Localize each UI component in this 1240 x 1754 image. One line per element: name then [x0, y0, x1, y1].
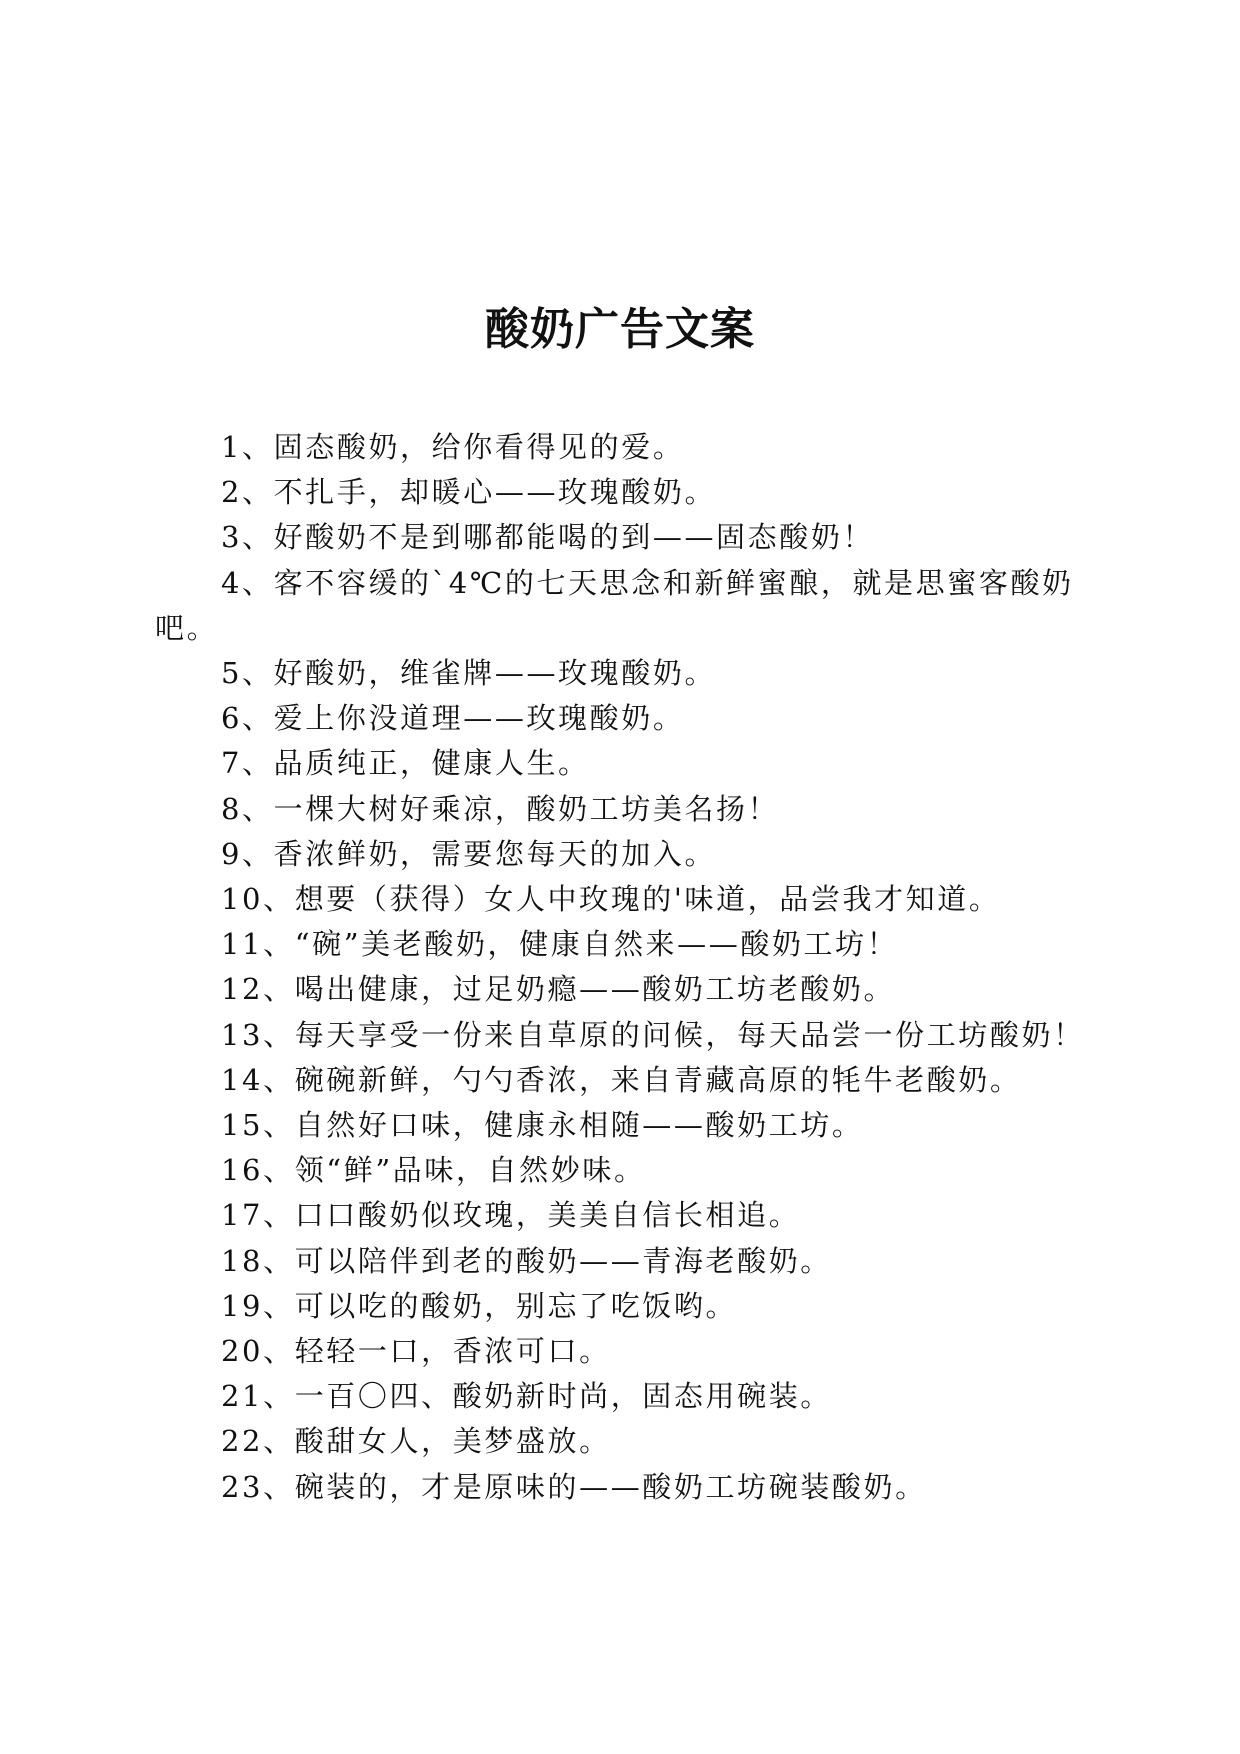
paragraph: 22、酸甜女人，美梦盛放。 — [221, 1424, 611, 1459]
paragraph: 7、品质纯正，健康人生。 — [221, 746, 590, 781]
paragraph: 3、好酸奶不是到哪都能喝的到——固态酸奶！ — [221, 520, 875, 555]
paragraph: 19、可以吃的酸奶，别忘了吃饭哟。 — [221, 1288, 738, 1323]
document-body — [155, 425, 1085, 1510]
paragraph: 9、香浓鲜奶，需要您每天的加入。 — [221, 836, 717, 871]
paragraph: 18、可以陪伴到老的酸奶——青海老酸奶。 — [221, 1243, 832, 1278]
paragraph: 20、轻轻一口，香浓可口。 — [221, 1334, 611, 1369]
paragraph: 4、客不容缓的`4℃的七天思念和新鲜蜜酿，就是思蜜客酸奶吧。 — [155, 565, 1074, 645]
paragraph: 15、自然好口味，健康永相随——酸奶工坊。 — [221, 1108, 864, 1143]
paragraph: 14、碗碗新鲜，勺勺香浓，来自青藏高原的牦牛老酸奶。 — [221, 1062, 1022, 1097]
paragraph: 6、爱上你没道理——玫瑰酸奶。 — [221, 701, 685, 736]
paragraph: 12、喝出健康，过足奶瘾——酸奶工坊老酸奶。 — [221, 972, 896, 1007]
paragraph: 13、每天享受一份来自草原的问候，每天品尝一份工坊酸奶！ — [221, 1017, 1085, 1052]
paragraph: 1、固态酸奶，给你看得见的爱。 — [221, 430, 685, 464]
paragraph: 23、碗装的，才是原味的——酸奶工坊碗装酸奶。 — [221, 1469, 927, 1504]
paragraph: 16、领“鲜”品味，自然妙味。 — [221, 1153, 646, 1188]
document-title: 酸奶广告文案 — [485, 304, 755, 355]
paragraph: 11、“碗”美老酸奶，健康自然来——酸奶工坊！ — [221, 927, 899, 962]
paragraph: 2、不扎手，却暖心——玫瑰酸奶。 — [221, 475, 717, 510]
paragraph: 10、想要（获得）女人中玫瑰的'味道，品尝我才知道。 — [221, 882, 1001, 917]
paragraph: 5、好酸奶，维雀牌——玫瑰酸奶。 — [221, 656, 717, 691]
paragraph: 8、一棵大树好乘凉，酸奶工坊美名扬！ — [221, 791, 780, 826]
paragraph: 21、一百〇四、酸奶新时尚，固态用碗装。 — [221, 1379, 832, 1414]
paragraph: 17、口口酸奶似玫瑰，美美自信长相追。 — [221, 1198, 801, 1233]
